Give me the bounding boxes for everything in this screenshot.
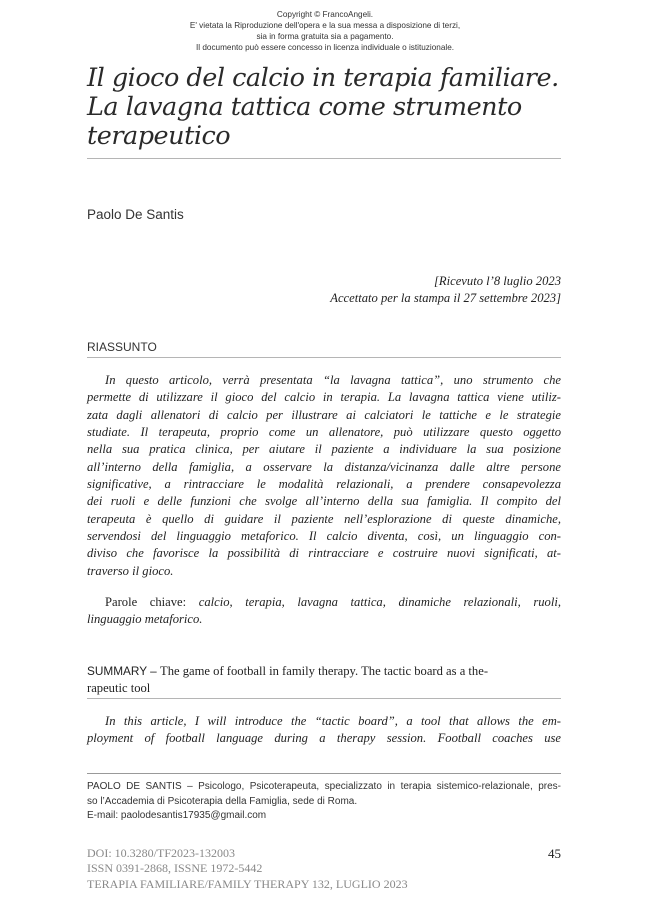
abstract-line: zata dagli allenatori di calcio per illustrare ai calciatori le tattiche e le strategie [87, 407, 561, 422]
summary-body [87, 713, 561, 748]
copyright-notice [0, 9, 650, 53]
accepted-date: Accettato per la stampa il 27 settembre 2023] [330, 291, 561, 305]
abstract-line: In questo articolo, verrà presentata “la lavagna tattica”, uno strumento che [105, 373, 561, 387]
abstract-line: significative, a rintracciare le modalità relazionali, a prendere consapevolezza [87, 477, 561, 492]
abstract-line: studiate. Il terapeuta, proprio come un allenatore, può utilizzare questo oggetto [87, 425, 561, 440]
abstract-line: nella sua pratica clinica, per aiutare il paziente a individuare la sua posizione [87, 442, 561, 457]
keywords-list: calcio, terapia, lavagna tattica, dinamiche relazionali, ruoli, [198, 595, 561, 609]
summary-title-cont: rapeutic tool [87, 681, 151, 696]
title-line: terapeutico [87, 121, 231, 151]
author-footnote [87, 780, 561, 824]
keywords-list-cont: linguaggio metaforico. [87, 612, 203, 627]
abstract-line: all’interno della famiglia, a osservare la distanza/vicinanza dalle altre persone [87, 459, 561, 474]
doi-block [87, 846, 408, 892]
footnote-line: so l’Accademia di Psicoterapia della Famiglia, sede di Roma. [87, 795, 358, 807]
abstract-line: traverso il gioco. [87, 563, 174, 578]
title-divider [87, 158, 561, 159]
summary-line: ployment of football language during a therapy session. Football coaches use [87, 731, 561, 746]
footnote-email: E-mail: paolodesantis17935@gmail.com [87, 810, 267, 821]
abstract-divider [87, 357, 561, 358]
summary-line: In this article, I will introduce the “tactic board”, a tool that allows the em- [105, 714, 561, 728]
summary-title: The game of football in family therapy. The tactic board as a the- [160, 664, 489, 678]
copyright-line: Copyright © FrancoAngeli. [276, 10, 374, 19]
abstract-body [87, 372, 561, 580]
journal-info: TERAPIA FAMILIARE/FAMILY THERAPY 132, LUGLIO 2023 [87, 876, 408, 891]
footnote-line: PAOLO DE SANTIS – Psicologo, Psicoterapeuta, specializzato in terapia sistemico-relazionale, pres- [87, 781, 561, 792]
author-name: Paolo De Santis [87, 207, 184, 222]
title-line: La lavagna tattica come strumento [87, 92, 522, 122]
copyright-line: sia in forma gratuita sia a pagamento. [256, 32, 394, 41]
abstract-line: servendosi del linguaggio metaforico. Il calcio diventa, così, un linguaggio con- [87, 529, 561, 544]
abstract-line: permette di utilizzare il gioco del calcio in terapia. La lavagna tattica viene utiliz- [87, 390, 561, 405]
footnote-divider [87, 773, 561, 774]
abstract-line: terapeuta è quello di guidare il paziente nell’esplorazione di queste dinamiche, [87, 511, 561, 526]
summary-label: SUMMARY – [87, 664, 160, 678]
received-date: [Ricevuto l’8 luglio 2023 [434, 274, 561, 288]
abstract-line: dei ruoli e delle funzioni che svolge all’interno della sua famiglia. Il compito del [87, 494, 561, 509]
doi: DOI: 10.3280/TF2023-132003 [87, 846, 235, 860]
copyright-line: E' vietata la Riproduzione dell'opera e la sua messa a disposizione di terzi, [189, 21, 461, 30]
abstract-label: RIASSUNTO [87, 340, 157, 354]
received-dates [330, 273, 561, 307]
summary-divider [87, 698, 561, 699]
summary-heading [87, 663, 561, 698]
article-title [87, 64, 567, 151]
keywords [87, 594, 561, 629]
title-line: Il gioco del calcio in terapia familiare. [87, 63, 559, 93]
keywords-label: Parole chiave: [105, 595, 187, 609]
page-number: 45 [548, 846, 561, 861]
copyright-line: Il documento può essere concesso in licenza individuale o istituzionale. [195, 43, 455, 52]
issn: ISSN 0391-2868, ISSNE 1972-5442 [87, 861, 263, 876]
abstract-line: diviso che favorisce la possibilità di rintracciare e costruire nuovi significati, at- [87, 546, 561, 561]
